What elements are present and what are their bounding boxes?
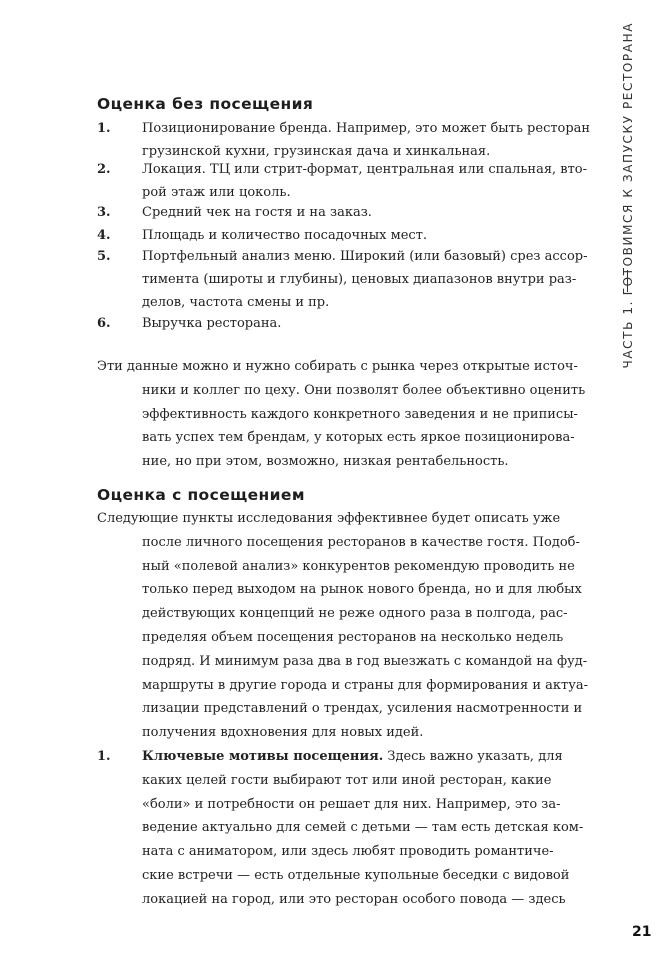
list-item-number: 1.	[97, 749, 111, 764]
paragraph-line: ната с аниматором, или здесь любят проводить романтиче-	[142, 844, 554, 860]
paragraph-line: ские встречи — есть отдельные купольные беседки с видовой	[142, 867, 570, 883]
key-motives-rest: Здесь важно указать, для	[383, 749, 563, 764]
list-item-line: делов, частота смены и пр.	[142, 295, 330, 310]
paragraph-field-analysis	[97, 507, 588, 745]
paragraph-line: только перед выходом на рынок нового бренда, но и для любых	[142, 582, 582, 598]
section-heading-with-visit: Оценка с посещением	[97, 486, 305, 504]
paragraph-line: каких целей гости выбирают тот или иной ресторан, какие	[142, 772, 552, 788]
paragraph-line: эффективность каждого конкретного заведения и не приписы-	[142, 406, 578, 422]
paragraph-line: Следующие пункты исследования эффективнее будет описать уже	[97, 511, 561, 526]
paragraph-line: ный «полевой анализ» конкурентов рекомендую проводить не	[142, 558, 575, 574]
key-motives-term: Ключевые мотивы посещения.	[142, 749, 384, 764]
list-item-key-motives	[97, 745, 583, 912]
list-item-line: Средний чек на гостя и на заказ.	[142, 205, 372, 220]
paragraph-line	[97, 745, 583, 769]
list-item-line: рой этаж или цоколь.	[142, 185, 291, 200]
list-item-line: Позиционирование бренда. Например, это может быть ресторан	[142, 121, 591, 136]
paragraph-line: действующих концепций не реже одного раза в полгода, рас-	[142, 606, 568, 622]
page-number: 21	[632, 924, 652, 940]
list-item-number: 4.	[97, 228, 111, 243]
paragraph-line: ние, но при этом, возможно, низкая рентабельность.	[142, 454, 509, 470]
paragraph-line: Эти данные можно и нужно собирать с рынка через открытые источ-	[97, 359, 578, 374]
paragraph-line: после личного посещения ресторанов в качестве гостя. Подоб-	[142, 534, 580, 550]
list-item-number: 1.	[97, 121, 111, 136]
list-item-number: 6.	[97, 316, 111, 331]
paragraph-line: вать успех тем брендам, у которых есть яркое позиционирова-	[142, 430, 575, 446]
section-heading-no-visit: Оценка без посещения	[97, 95, 314, 113]
list-item-line: тимента (широты и глубины), ценовых диапазонов внутри раз-	[142, 272, 577, 287]
list-item-line: Портфельный анализ меню. Широкий (или базовый) срез ассор-	[142, 249, 588, 264]
paragraph-line: маршруты в другие города и страны для формирования и актуа-	[142, 677, 589, 693]
paragraph-line: лизации представлений о трендах, усиления насмотренности и	[142, 701, 583, 717]
paragraph-line: ведение актуально для семей с детьми — там есть детская ком-	[142, 820, 584, 836]
paragraph-line: пределяя объем посещения ресторанов на несколько недель	[142, 629, 564, 645]
paragraph-line: «боли» и потребности он решает для них. Например, это за-	[142, 796, 561, 812]
paragraph-market-data	[97, 355, 585, 474]
paragraph-line: подряд. И минимум раза два в год выезжать с командой на фуд-	[142, 653, 588, 669]
running-head-title: ГОТОВИМСЯ К ЗАПУСКУ РЕСТОРАНА	[621, 22, 635, 296]
list-item-number: 5.	[97, 249, 111, 264]
list-item-line: грузинской кухни, грузинская дача и хинкальная.	[142, 144, 491, 159]
list-item-line: Выручка ресторана.	[142, 316, 282, 331]
running-head-part: ЧАСТЬ 1.	[621, 300, 635, 369]
paragraph-line: получения вдохновения для новых идей.	[142, 725, 424, 741]
paragraph-line: ники и коллег по цеху. Они позволят более объективно оценить	[142, 382, 586, 398]
list-item-number: 2.	[97, 162, 111, 177]
paragraph-line: локацией на город, или это ресторан особого повода — здесь	[142, 891, 566, 907]
list-item-line: Площадь и количество посадочных мест.	[142, 228, 428, 243]
list-item-number: 3.	[97, 205, 111, 220]
list-item-line: Локация. ТЦ или стрит-формат, центральная или спальная, вто-	[142, 162, 588, 177]
